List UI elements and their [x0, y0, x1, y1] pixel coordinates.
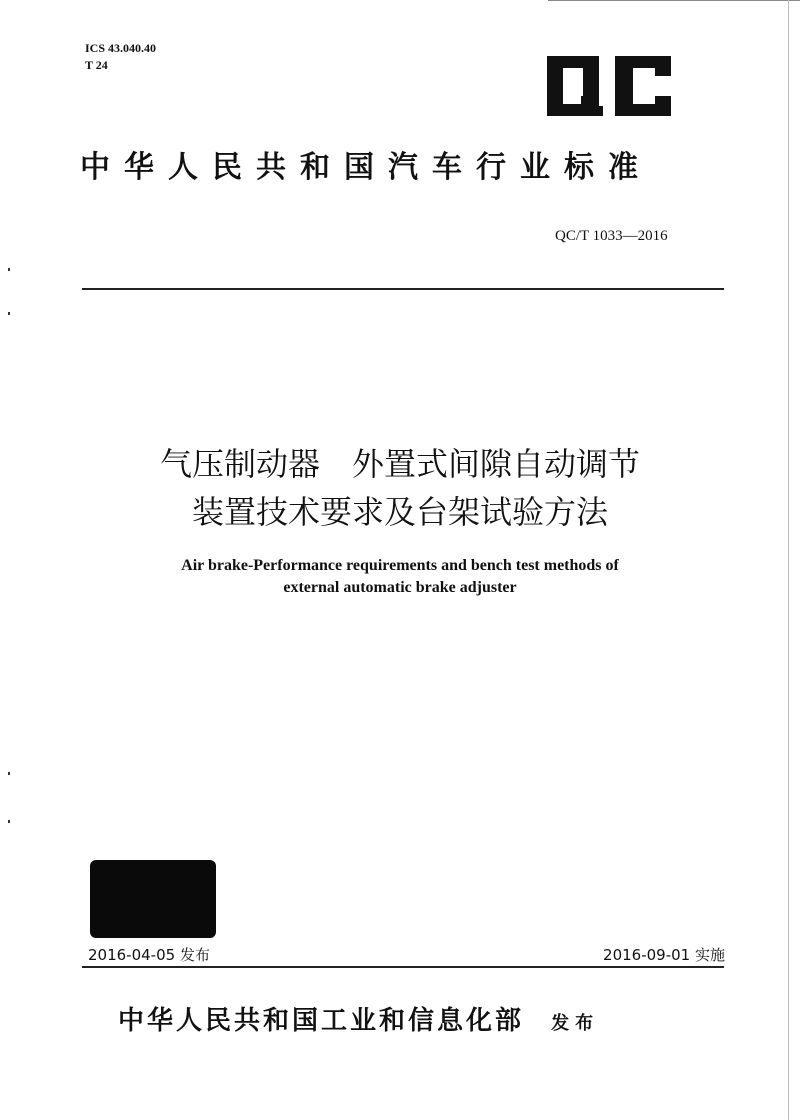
chinese-title-line-2: 装置技术要求及台架试验方法	[191, 493, 608, 531]
scan-speck	[8, 312, 10, 315]
english-title-line-2: external automatic brake adjuster	[283, 579, 517, 596]
classification-code: T 24	[85, 58, 108, 72]
scan-speck	[8, 268, 10, 271]
standard-number: QC/T 1033—2016	[555, 228, 668, 244]
scan-edge-top	[548, 0, 800, 1]
scan-speck	[8, 820, 10, 823]
national-standard-title: 中华人民共和国汽车行业标准	[80, 150, 652, 185]
divider-top	[82, 288, 724, 290]
scan-speck	[8, 772, 10, 775]
publisher-line	[118, 1000, 718, 1037]
chinese-title	[50, 440, 750, 536]
english-title	[50, 555, 750, 599]
english-title-line-1: Air brake-Performance requirements and bench test methods of	[181, 557, 619, 574]
classification-codes	[85, 40, 156, 74]
barcode-redaction-block	[90, 860, 216, 938]
implementation-date: 2016-09-01 实施	[603, 946, 725, 964]
publisher-name: 中华人民共和国工业和信息化部	[118, 1006, 525, 1036]
qc-logo	[543, 52, 675, 118]
chinese-title-line-1: 气压制动器 外置式间隙自动调节	[159, 445, 640, 483]
scan-edge-right	[788, 0, 789, 1120]
divider-bottom	[82, 966, 724, 968]
ics-code: ICS 43.040.40	[85, 41, 157, 55]
issue-date: 2016-04-05 发布	[88, 946, 210, 964]
publish-label: 发布	[551, 1013, 600, 1034]
